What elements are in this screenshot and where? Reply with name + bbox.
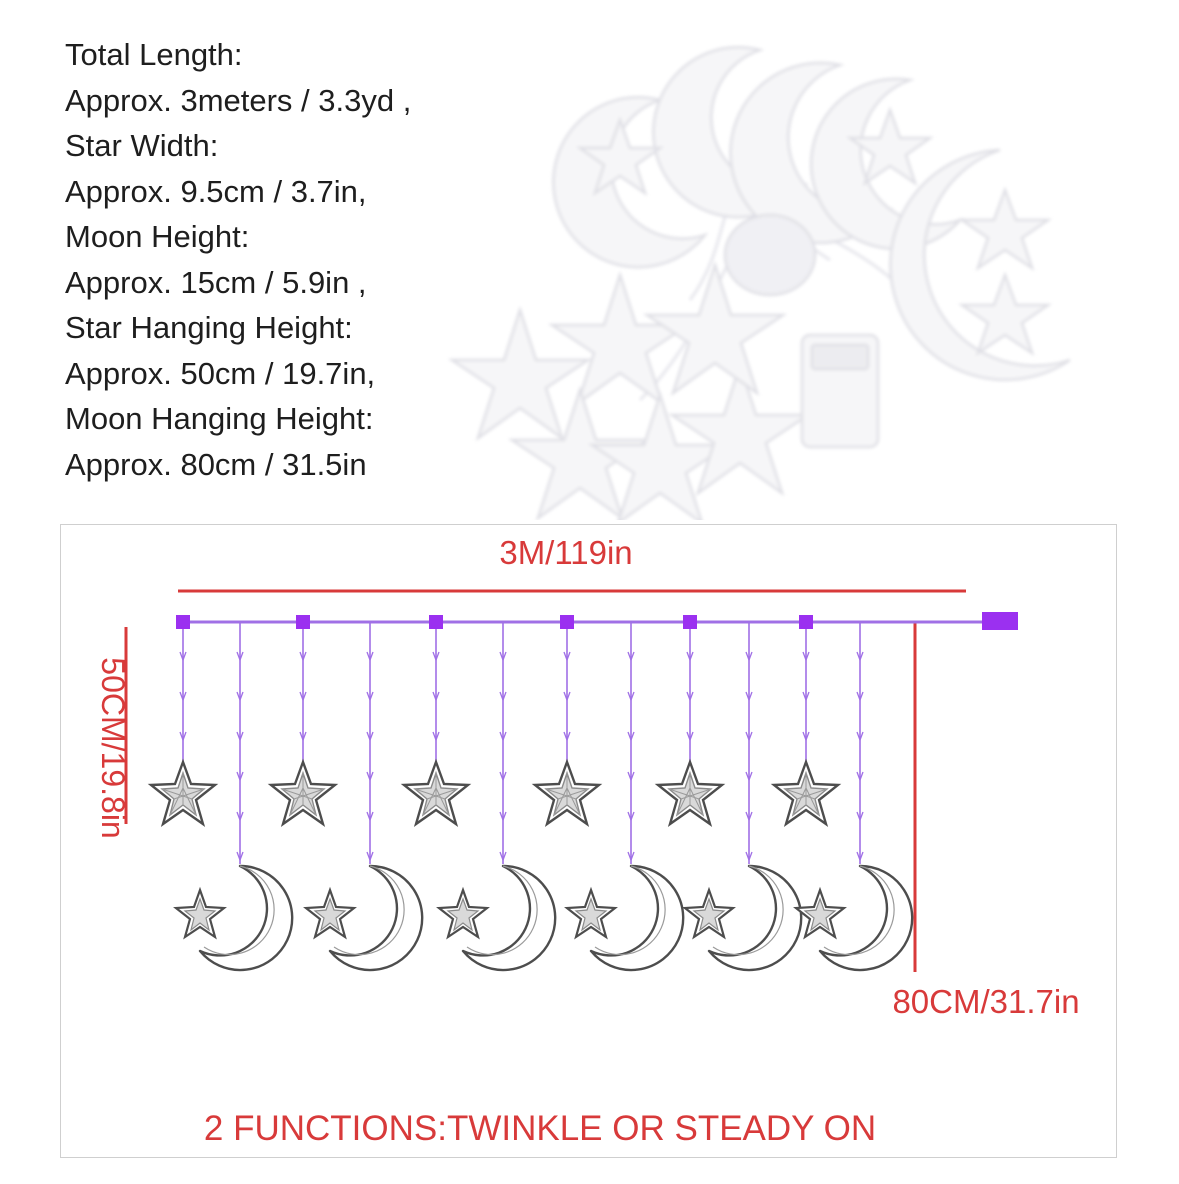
spec-star-hanging-value: Approx. 50cm / 19.7in, bbox=[65, 355, 376, 391]
photo-star-d bbox=[962, 275, 1048, 353]
spec-total-length-label: Total Length: bbox=[65, 37, 243, 72]
crescent-moon-icon-1 bbox=[200, 866, 292, 970]
crescent-moon-icon-6 bbox=[820, 866, 912, 970]
spec-moon-height-value: Approx. 15cm / 5.9in , bbox=[65, 264, 367, 300]
curtain-light-diagram bbox=[60, 524, 1117, 1158]
connector-3 bbox=[429, 615, 443, 629]
crescent-moon-icon-3 bbox=[463, 866, 555, 970]
spec-moon-height-label: Moon Height: bbox=[65, 219, 250, 254]
star-icon-5 bbox=[658, 762, 722, 824]
connector-2 bbox=[296, 615, 310, 629]
star-icon-1 bbox=[151, 762, 215, 824]
spec-total-length-value: Approx. 3meters / 3.3yd , bbox=[65, 82, 412, 118]
crescent-moon-icon-5 bbox=[709, 866, 801, 970]
connector-6 bbox=[799, 615, 813, 629]
star-drop-label: 50CM/19.8in bbox=[95, 657, 131, 839]
moon-star-icon-2 bbox=[306, 890, 354, 937]
photo-star-c bbox=[962, 190, 1048, 268]
photo-star-5 bbox=[672, 365, 808, 493]
star-icon-4 bbox=[535, 762, 599, 824]
spec-moon-hanging-label: Moon Hanging Height: bbox=[65, 401, 374, 436]
spec-star-hanging-label: Star Hanging Height: bbox=[65, 310, 353, 345]
star-icon-2 bbox=[271, 762, 335, 824]
length-label: 3M/119in bbox=[499, 534, 633, 571]
spec-moon-hanging-value: Approx. 80cm / 31.5in bbox=[65, 446, 367, 482]
connector-5 bbox=[683, 615, 697, 629]
moon-star-icon-4 bbox=[567, 890, 615, 937]
photo-star-2 bbox=[552, 275, 688, 403]
moon-drop-label: 80CM/31.7in bbox=[892, 983, 1080, 1020]
star-icon-3 bbox=[404, 762, 468, 824]
moon-star-icon-6 bbox=[796, 890, 844, 937]
functions-label: 2 FUNCTIONS:TWINKLE OR STEADY ON bbox=[203, 1109, 877, 1148]
photo-wire-bundle bbox=[725, 215, 815, 295]
spec-list bbox=[65, 32, 485, 487]
moon-star-icon-3 bbox=[439, 890, 487, 937]
crescent-moon-icon-2 bbox=[330, 866, 422, 970]
spec-star-width-label: Star Width: bbox=[65, 128, 219, 163]
product-photo bbox=[440, 20, 1140, 520]
star-icon-6 bbox=[774, 762, 838, 824]
moon-star-icon-1 bbox=[176, 890, 224, 937]
crescent-moon-icon-4 bbox=[591, 866, 683, 970]
moon-star-icon-5 bbox=[685, 890, 733, 937]
spec-star-width-value: Approx. 9.5cm / 3.7in, bbox=[65, 173, 367, 209]
plug-connector bbox=[982, 612, 1018, 630]
connector-4 bbox=[560, 615, 574, 629]
connector-1 bbox=[176, 615, 190, 629]
